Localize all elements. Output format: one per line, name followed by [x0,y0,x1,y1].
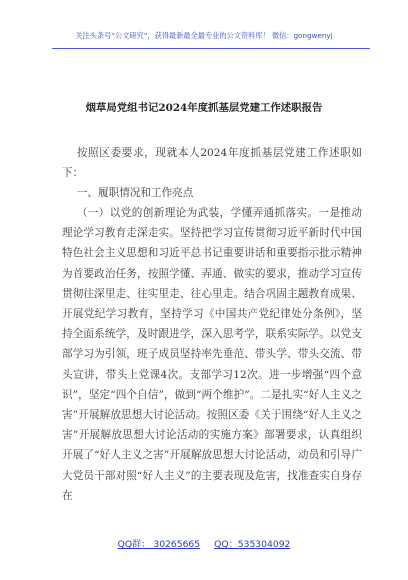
main-paragraph: （一）以党的创新理论为武装，学懂弄通抓落实。一是推动理论学习教育走深走实。坚持把学习宣传贯彻习近平新时代中国特色社会主义思想和习近平总书记重要讲话和重要指示批示精神为首要政治任务，按照学懂、弄通、做实的要求，推动学习宣传贯彻往深里走、往实里走、往心里走。结合巩固主题教育成果、开展党纪学习教育，坚持学习《中国共产党纪律处分条例》，坚持全面系统学，及时跟进学，深入思考学，联系实际学。以党支部学习为引领，班子成员坚持率先垂范、带头学、带头交流、带头宣讲，带头上党课4次。支部学习12次。进一步增强“四个意识”，坚定“四个自信”，做到“两个维护”。二是扎实“好人主义之害”开展解放思想大讨论活动。按照区委《关于围绕“好人主义之害”开展解放思想大讨论活动的实施方案》部署要求，认真组织开展了“好人主义之害”开展解放思想大讨论活动，动员和引导广大党员干部对照“好人主义”的主要表现及危害，找准查实自身存在 [62,207,362,502]
section-heading: 一、履职情况和工作亮点 [76,187,194,199]
header-notice: 关注头条号“公文研究”，获得最新最全最专业的公文资料库！ 微信：gongwenyj [75,31,333,40]
qq-group-link[interactable]: QQ群： 30265665 [117,539,201,550]
qq-contact-link[interactable]: QQ：535304092 [214,539,291,550]
footer-contact [0,536,408,550]
document-title: 烟草局党组书记2024年度抓基层党建工作述职报告 [85,102,323,114]
intro-paragraph: 按照区委要求，现就本人2024年度抓基层党建工作述职如下： [62,147,362,180]
header-divider [52,48,370,49]
